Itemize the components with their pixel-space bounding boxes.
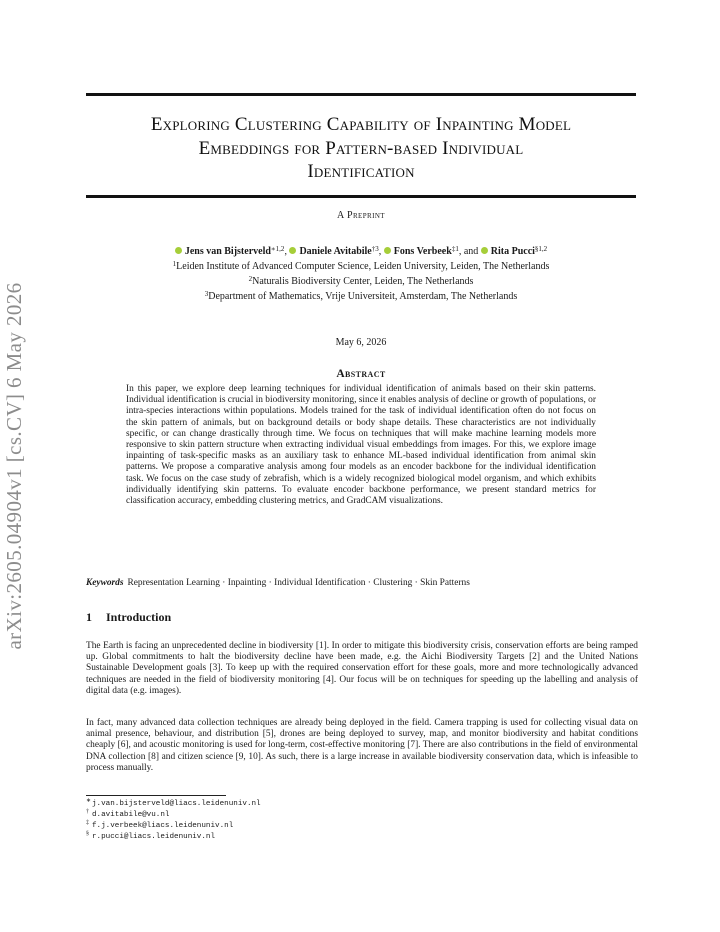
affiliation-mark: 3 (204, 290, 209, 298)
footnote-mark: ∗ (86, 798, 92, 804)
affiliation-text: Leiden Institute of Advanced Computer Science, Leiden University, Leiden, The Netherlands (176, 261, 550, 272)
keywords-line (86, 577, 636, 589)
affiliation-text: Naturalis Biodiversity Center, Leiden, The Netherlands (252, 276, 474, 287)
author-separator: , and (458, 246, 481, 257)
footnote-email[interactable]: j.van.bijsterveld@liacs.leidenuniv.nl (92, 800, 261, 808)
author-entry (481, 246, 547, 257)
author-name: Rita Pucci (490, 246, 535, 257)
title-top-rule (86, 93, 636, 96)
title-bottom-rule (86, 195, 636, 198)
title-line: Exploring Clustering Capability of Inpainting Model (150, 114, 572, 135)
keywords-label: Keywords (86, 578, 124, 588)
footnote (86, 799, 636, 810)
body-paragraph: In fact, many advanced data collection techniques are already being deployed in the field. Camera trapping is used for collecting visual data on animal presence, behaviour, and distribution [5], drones are being deployed to survey, map, and monitor biodiversity and habitat conditions cheaply [6], and acoustic monitoring is used for long-term, cost-effective monitoring [7]. There are also contributions in the field of environmental DNA collection [8] and citizen science [9, 10]. As such, there is a large increase in available biodiversity conservation data, which is infeasible to process manually. (86, 718, 638, 773)
affiliation-mark: 1 (172, 260, 177, 268)
author-marks: ‡1 (451, 245, 459, 253)
orcid-icon[interactable] (481, 247, 488, 254)
orcid-icon[interactable] (289, 247, 296, 254)
arxiv-identifier-stamp[interactable]: arXiv:2605.04904v1 [cs.CV] 6 May 2026 (2, 282, 26, 650)
footnote (86, 832, 636, 843)
footnote-email[interactable]: f.j.verbeek@liacs.leidenuniv.nl (92, 822, 234, 830)
affiliation (86, 258, 636, 273)
abstract-text: In this paper, we explore deep learning techniques for individual identification of animals based on their skin patterns. Individual identification is crucial in biodiversity monitoring, since it enables analysis of decline or growth of populations, or intra-species interactions within populations. Models trained for the task of individual identification often do not focus on the skin pattern of animals, but on background details or body shape details. These characteristics are not individually specific, or can change drastically through time. We focus on techniques that will make machine learning models more responsive to skin pattern structure when extracting individual visual embeddings from images. For this, we explore image inpainting of task-specific masks as an auxiliary task to enhance ML-based individual identification from animal skin patterns. We propose a comparative analysis among four models as an encoder backbone for the individual identification task. We focus on the case study of zebrafish, which is a widely recognized biological model organism, and which exhibits individually identifying skin patterns. To evaluate encoder backbone performance, we present standard metrics for classification accuracy, embedding clustering metrics, and GradCAM visualizations. (126, 384, 596, 507)
orcid-icon[interactable] (384, 247, 391, 254)
preprint-label: A Preprint (337, 210, 385, 221)
body-paragraph: The Earth is facing an unprecedented decline in biodiversity [1]. In order to mitigate this biodiversity crisis, conservation efforts are being ramped up. Global commitments to halt the biodiversity decline have been made, e.g. the Aichi Biodiversity Targets [2] and the United Nations Sustainable Development goals [3]. To keep up with the required conservation effort for these goals, more and more technologically advanced techniques are needed in the field of biodiversity monitoring [4]. Our focus will be on techniques for speeding up the labelling and analysis of digital data (e.g. images). (86, 641, 638, 696)
abstract-heading: Abstract (336, 368, 386, 380)
footnote (86, 810, 636, 821)
footnote-email[interactable]: r.pucci@liacs.leidenuniv.nl (92, 833, 216, 841)
footnote (86, 821, 636, 832)
author-marks: §1,2 (534, 245, 548, 253)
affiliation-mark: 2 (248, 275, 253, 283)
title-line: Identification (307, 161, 415, 182)
section-heading (86, 610, 636, 625)
author-separator: , (284, 246, 290, 257)
section-title: Introduction (106, 610, 172, 624)
footnote-email[interactable]: d.avitabile@vu.nl (92, 811, 170, 819)
author-name: Jens van Bijsterveld (184, 246, 271, 257)
affiliation (86, 273, 636, 288)
author-name: Daniele Avitabile (299, 246, 372, 257)
author-entry (175, 246, 290, 257)
author-marks: ∗1,2 (270, 245, 285, 253)
footnote-rule (86, 795, 226, 796)
author-entry (289, 246, 383, 257)
orcid-icon[interactable] (175, 247, 182, 254)
author-list (86, 243, 636, 258)
author-name: Fons Verbeek (393, 246, 452, 257)
author-separator: , (378, 246, 384, 257)
title-line: Embeddings for Pattern-based Individual (198, 137, 524, 159)
paper-title (86, 113, 636, 184)
author-marks: †3 (371, 245, 379, 253)
footnote-mark: † (86, 809, 89, 815)
affiliation (86, 288, 636, 303)
keywords-text: Representation Learning · Inpainting · Individual Identification · Clustering · Skin Patterns (127, 578, 470, 588)
author-entry (384, 246, 481, 257)
footnote-mark: § (86, 831, 89, 837)
section-number: 1 (86, 610, 92, 624)
author-block (86, 243, 636, 303)
footnote-mark: ‡ (86, 820, 89, 826)
affiliation-text: Department of Mathematics, Vrije Universiteit, Amsterdam, The Netherlands (208, 291, 518, 302)
footnotes (86, 799, 636, 843)
publication-date: May 6, 2026 (335, 337, 387, 348)
